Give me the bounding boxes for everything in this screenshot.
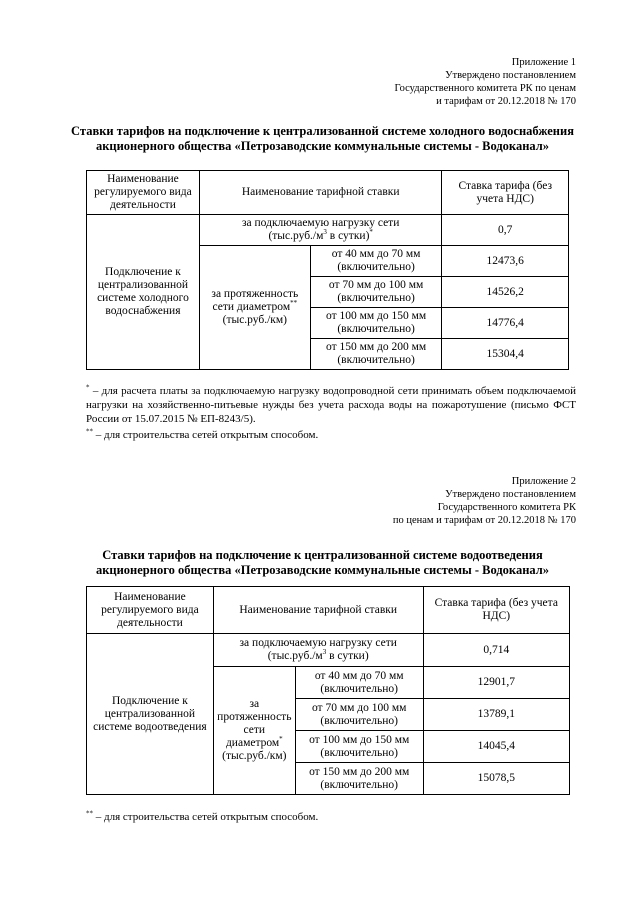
length-label: за протяженность сети диаметром (217, 698, 292, 749)
table-header-row (87, 171, 569, 215)
rate-value: 13789,1 (423, 699, 569, 731)
header-rate: Ставка тарифа (без учета НДС) (423, 587, 569, 634)
rate-value: 12901,7 (423, 667, 569, 699)
range-incl: (включительно) (337, 261, 415, 273)
header-tariff: Наименование тарифной ставки (213, 587, 423, 634)
rate-value: 0,714 (423, 634, 569, 667)
rate-value: 12473,6 (442, 246, 569, 277)
appendix1-footnote2 (86, 428, 576, 442)
unit-exponent: 3 (322, 648, 327, 657)
header-activity: Наименование регулируемого вида деятельности (87, 587, 214, 634)
load-label: за подключаемую нагрузку сети (242, 217, 400, 229)
diameter-range (310, 246, 442, 277)
range-incl: (включительно) (337, 323, 415, 335)
range-text: от 40 мм до 70 мм (331, 248, 421, 260)
range-incl: (включительно) (320, 682, 398, 695)
header-rate: Ставка тарифа (без учета НДС) (442, 171, 569, 215)
rate-value: 14776,4 (442, 308, 569, 339)
diameter-range (310, 277, 442, 308)
rate-value: 14045,4 (423, 731, 569, 763)
appendix1-label: Приложение 1 (511, 57, 576, 68)
length-label: за протяженность сети диаметром (211, 288, 299, 313)
load-label: за подключаемую нагрузку сети (239, 637, 397, 649)
approval-line: и тарифам от 20.12.2018 № 170 (436, 96, 576, 107)
load-unit: (тыс.руб./м (267, 650, 323, 662)
load-tariff-cell (213, 634, 423, 667)
footnote-mark: * (369, 228, 373, 237)
footnote-text: – для строительства сетей открытым способом. (93, 811, 319, 823)
table-row (87, 215, 569, 246)
range-text: от 150 мм до 200 мм (325, 341, 427, 353)
footnote-text: – для расчета платы за подключаемую нагрузку водопроводной сети принимать объем подключаемой нагрузки на хозяйственно-питьевые нужды без учета расхода воды на пожаротушение (письмо ФСТ России от 15.07.2015 № ЕП-8243/5). (86, 385, 576, 425)
activity-cell: Подключение к централизованной системе водоотведения (87, 634, 214, 795)
rate-value: 0,7 (442, 215, 569, 246)
range-text: от 40 мм до 70 мм (314, 669, 404, 682)
appendix1-footnote1 (86, 384, 576, 426)
load-tariff-cell (199, 215, 442, 246)
approval-line: Утверждено постановлением (445, 489, 576, 500)
approval-line: Государственного комитета РК по ценам (394, 83, 576, 94)
footnote-mark: * (279, 735, 283, 744)
table-header-row (87, 587, 570, 634)
diameter-range (310, 339, 442, 370)
load-unit: (тыс.руб./м (268, 230, 324, 242)
range-text: от 70 мм до 100 мм (311, 701, 407, 714)
range-incl: (включительно) (320, 714, 398, 727)
load-unit-suffix: в сутки) (326, 650, 369, 662)
length-unit: (тыс.руб./км) (222, 750, 287, 762)
header-tariff: Наименование тарифной ставки (199, 171, 442, 215)
diameter-range (295, 763, 423, 795)
load-unit-suffix: в сутки) (326, 230, 370, 242)
table-row (87, 634, 570, 667)
footnote-mark: ** (86, 427, 93, 436)
diameter-range (310, 308, 442, 339)
rate-value: 15078,5 (423, 763, 569, 795)
range-incl: (включительно) (320, 746, 398, 759)
range-text: от 100 мм до 150 мм (309, 733, 410, 746)
header-activity: Наименование регулируемого вида деятельности (87, 171, 200, 215)
diameter-range (295, 667, 423, 699)
rate-value: 15304,4 (442, 339, 569, 370)
range-text: от 100 мм до 150 мм (325, 310, 427, 322)
footnote-mark: ** (86, 809, 93, 818)
approval-line: Утверждено постановлением (445, 70, 576, 81)
length-tariff-cell (213, 667, 295, 795)
rate-value: 14526,2 (442, 277, 569, 308)
appendix2-footnote (86, 810, 576, 824)
activity-cell: Подключение к централизованной системе холодного водоснабжения (87, 215, 200, 370)
appendix2-table (86, 586, 570, 795)
approval-line: по ценам и тарифам от 20.12.2018 № 170 (392, 515, 576, 526)
range-text: от 70 мм до 100 мм (328, 279, 424, 291)
range-incl: (включительно) (320, 778, 398, 791)
length-tariff-cell (199, 246, 310, 370)
approval-line: Государственного комитета РК (437, 502, 576, 513)
range-text: от 150 мм до 200 мм (309, 765, 410, 778)
footnote-mark: * (86, 383, 90, 392)
appendix2-title: Ставки тарифов на подключение к централизованной системе водоотведения акционерного общества «Петрозаводские коммунальные системы - Водоканал» (95, 548, 550, 577)
appendix1-title: Ставки тарифов на подключение к централизованной системе холодного водоснабжения акционерного общества «Петрозаводские коммунальные системы - Водоканал» (71, 124, 574, 153)
appendix1-approval (394, 56, 576, 108)
footnote-text: – для строительства сетей открытым способом. (93, 429, 319, 441)
appendix2-approval (393, 475, 576, 527)
length-unit: (тыс.руб./км) (222, 314, 287, 326)
footnote-mark: ** (290, 299, 298, 308)
diameter-range (295, 699, 423, 731)
appendix2-label: Приложение 2 (511, 476, 576, 487)
range-incl: (включительно) (337, 354, 415, 366)
appendix1-table (86, 170, 569, 370)
range-incl: (включительно) (337, 292, 415, 304)
unit-exponent: 3 (323, 228, 327, 237)
diameter-range (295, 731, 423, 763)
